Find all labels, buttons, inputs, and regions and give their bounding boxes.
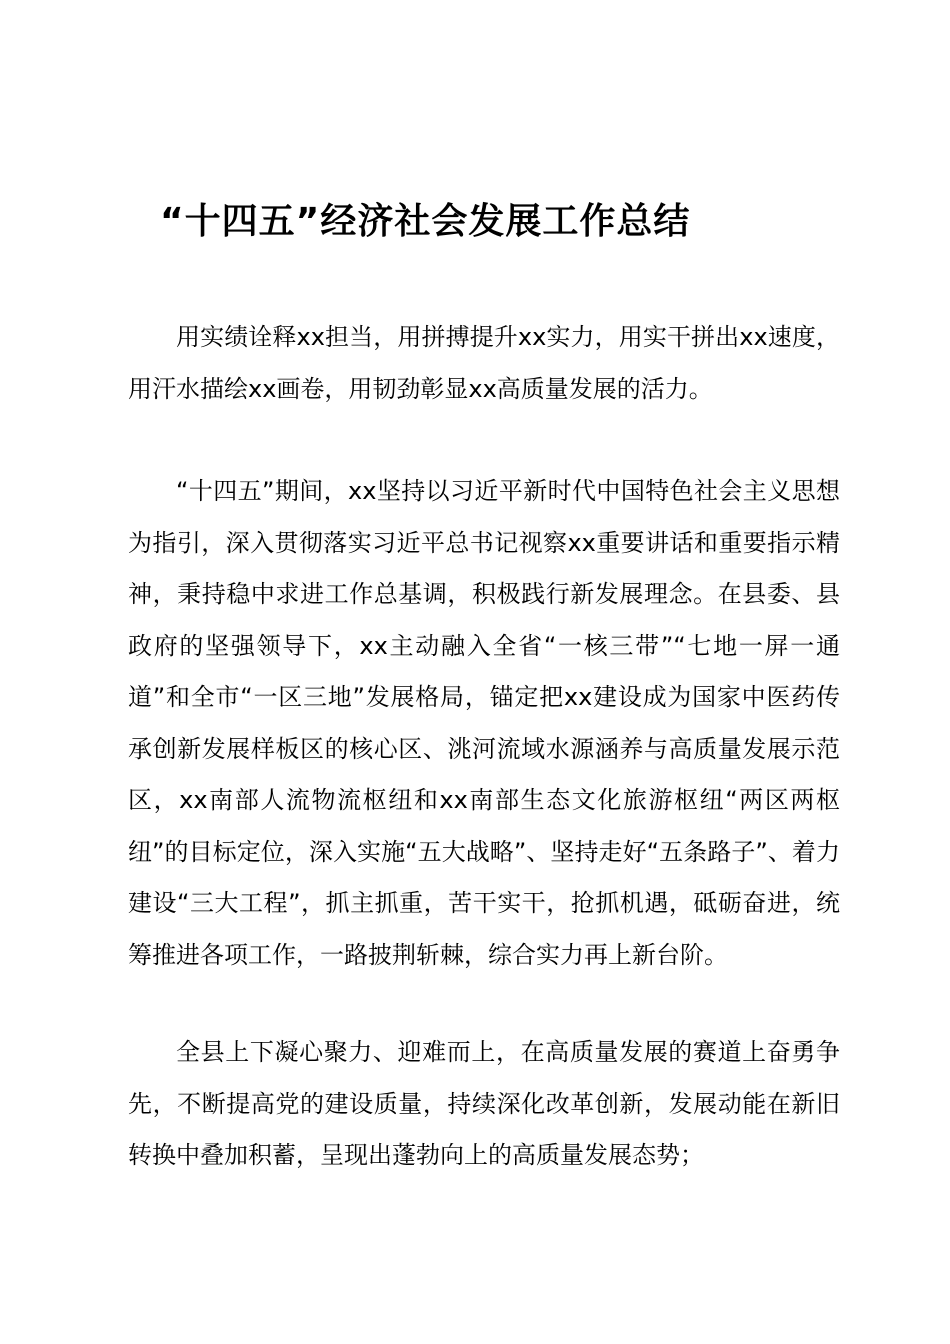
paragraph-intro: 用实绩诠释xx担当，用拼搏提升xx实力，用实干拼出xx速度，用汗水描绘xx画卷，用韧劲彰显xx高质量发展的活力。 (128, 323, 840, 403)
paragraph-high-quality-development: 全县上下凝心聚力、迎难而上，在高质量发展的赛道上奋勇争先，不断提高党的建设质量，持续深化改革创新，发展动能在新旧转换中叠加积蓄，呈现出蓬勃向上的高质量发展态势； (128, 1038, 840, 1169)
document-title: “十四五”经济社会发展工作总结 (160, 201, 691, 242)
paragraph-fourteenth-five-year: “十四五”期间，xx坚持以习近平新时代中国特色社会主义思想为指引，深入贯彻落实习近平总书记视察xx重要讲话和重要指示精神，秉持稳中求进工作总基调，积极践行新发展理念。在县委、县政府的坚强领导下，xx主动融入全省“一核三带”“七地一屏一通道”和全市“一区三地”发展格局，锚定把xx建设成为国家中医药传承创新发展样板区的核心区、洮河流域水源涵养与高质量发展示范区，xx南部人流物流枢纽和xx南部生态文化旅游枢纽“两区两枢纽”的目标定位，深入实施“五大战略”、坚持走好“五条路子”、着力建设“三大工程”，抓主抓重，苦干实干，抢抓机遇，砥砺奋进，统筹推进各项工作，一路披荆斩棘，综合实力再上新台阶。 (128, 477, 840, 969)
